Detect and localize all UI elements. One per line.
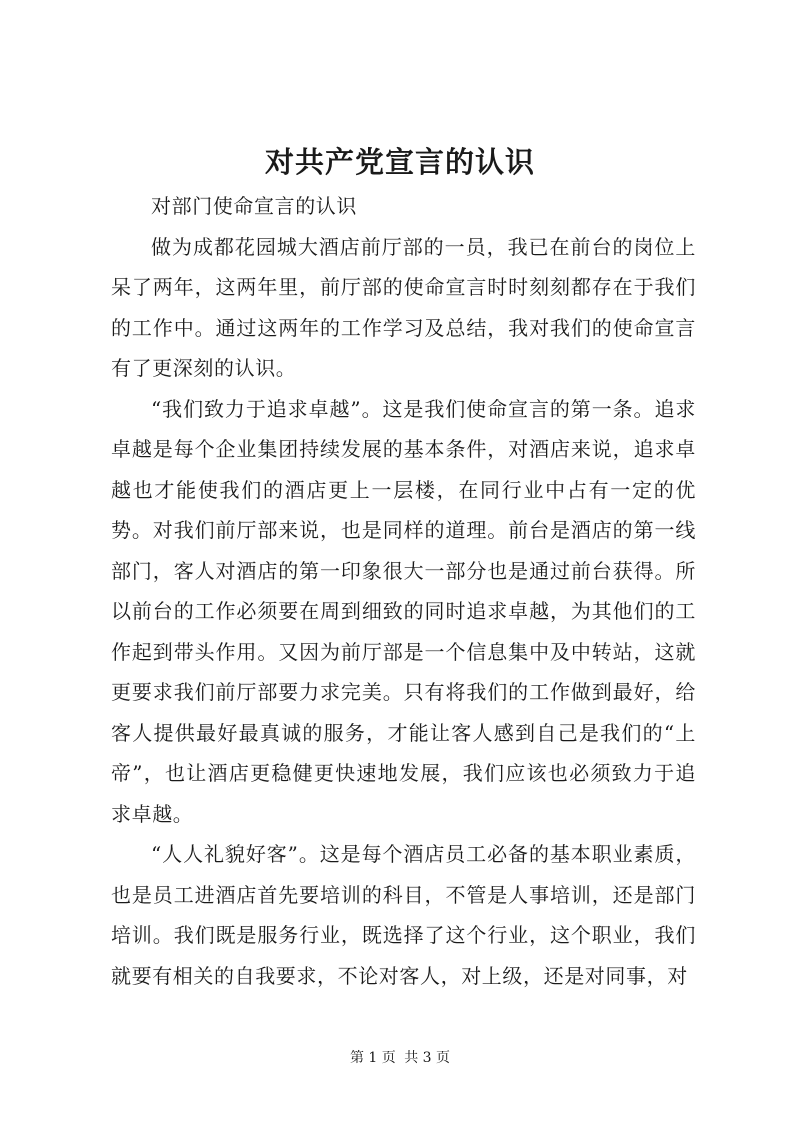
document-body (111, 186, 696, 996)
page-total: 共 3 页 (404, 1050, 451, 1066)
paragraph-pursue-excellence: “我们致力于追求卓越”。这是我们使命宣言的第一条。追求卓越是每个企业集团持续发展的基本条件，对酒店来说，追求卓越也才能使我们的酒店更上一层楼，在同行业中占有一定的优势。对我们前厅部来说，也是同样的道理。前台是酒店的第一线部门，客人对酒店的第一印象很大一部分也是通过前台获得。所以前台的工作必须要在周到细致的同时追求卓越，为其他们的工作起到带头作用。又因为前厅部是一个信息集中及中转站，这就更要求我们前厅部要力求完美。只有将我们的工作做到最好，给客人提供最好最真诚的服务，才能让客人感到自己是我们的“上帝”，也让酒店更稳健更快速地发展，我们应该也必须致力于追求卓越。 (111, 396, 696, 826)
paragraph-subtitle: 对部门使命宣言的认识 (151, 194, 357, 218)
page-number: 第 1 页 (349, 1050, 396, 1066)
paragraph-courtesy: “人人礼貌好客”。这是每个酒店员工必备的基本职业素质，也是员工进酒店首先要培训的科目，不管是人事培训，还是部门培训。我们既是服务行业，既选择了这个行业，这个职业，我们就要有相关的自我要求，不论对客人，对上级，还是对同事，对 (111, 842, 696, 988)
paragraph-intro: 做为成都花园城大酒店前厅部的一员，我已在前台的岗位上呆了两年，这两年里，前厅部的使命宣言时时刻刻都存在于我们的工作中。通过这两年的工作学习及总结，我对我们的使命宣言有了更深刻的认识。 (111, 234, 696, 380)
document-title: 对共产党宣言的认识 (264, 145, 535, 179)
page-footer (0, 1048, 800, 1068)
